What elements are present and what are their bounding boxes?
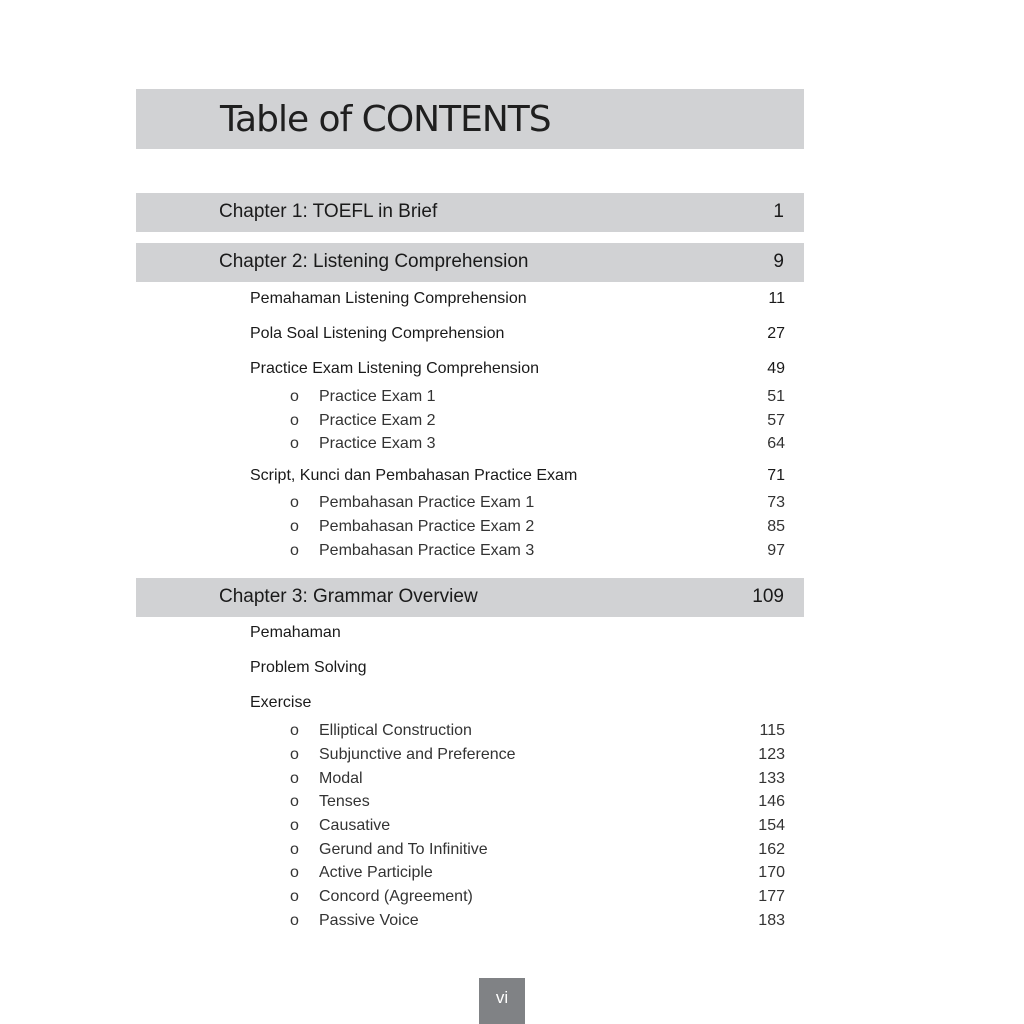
page-title: Table of CONTENTS [220, 99, 551, 140]
subitem-page: 133 [758, 770, 785, 787]
subitem-label: Passive Voice [319, 912, 419, 929]
bullet-icon: o [290, 435, 299, 452]
bullet-icon: o [290, 817, 299, 834]
subitem-label: Practice Exam 2 [319, 412, 436, 429]
toc-subitem[interactable] [290, 435, 785, 457]
subitem-page: 146 [758, 793, 785, 810]
subitem-label: Tenses [319, 793, 370, 810]
toc-chapter-3[interactable] [136, 578, 804, 617]
chapter-page: 109 [752, 586, 784, 607]
toc-subitem[interactable] [290, 722, 785, 744]
subitem-label: Subjunctive and Preference [319, 746, 516, 763]
subitem-page: 97 [767, 542, 785, 559]
subitem-page: 177 [758, 888, 785, 905]
section-label: Pemahaman [250, 624, 341, 641]
subitem-page: 154 [758, 817, 785, 834]
chapter-label: Chapter 1: TOEFL in Brief [219, 201, 438, 222]
toc-subitem[interactable] [290, 912, 785, 934]
toc-subitem[interactable] [290, 388, 785, 410]
toc-subitem[interactable] [290, 542, 785, 564]
section-label: Pemahaman Listening Comprehension [250, 290, 527, 307]
subitem-page: 123 [758, 746, 785, 763]
subitem-page: 115 [759, 722, 785, 739]
chapter-label: Chapter 2: Listening Comprehension [219, 251, 529, 272]
toc-subitem[interactable] [290, 817, 785, 839]
subitem-page: 57 [767, 412, 785, 429]
chapter-page: 9 [773, 251, 784, 272]
page-number: vi [479, 978, 525, 1024]
subitem-label: Pembahasan Practice Exam 1 [319, 494, 535, 511]
section-page: 11 [768, 290, 785, 307]
subitem-label: Active Participle [319, 864, 433, 881]
title-banner [136, 89, 804, 149]
subitem-label: Pembahasan Practice Exam 2 [319, 518, 535, 535]
section-page: 27 [767, 325, 785, 342]
toc-chapter-2[interactable] [136, 243, 804, 282]
toc-subitem[interactable] [290, 864, 785, 886]
bullet-icon: o [290, 542, 299, 559]
subitem-page: 183 [758, 912, 785, 929]
subitem-label: Concord (Agreement) [319, 888, 473, 905]
bullet-icon: o [290, 412, 299, 429]
subitem-label: Modal [319, 770, 363, 787]
subitem-label: Elliptical Construction [319, 722, 472, 739]
section-label: Exercise [250, 694, 312, 711]
bullet-icon: o [290, 864, 299, 881]
section-page: 49 [767, 360, 785, 377]
subitem-page: 73 [767, 494, 785, 511]
subitem-page: 51 [767, 388, 785, 405]
subitem-page: 85 [767, 518, 785, 535]
bullet-icon: o [290, 841, 299, 858]
subitem-label: Pembahasan Practice Exam 3 [319, 542, 535, 559]
toc-subitem[interactable] [290, 888, 785, 910]
section-label: Problem Solving [250, 659, 367, 676]
toc-subitem[interactable] [290, 793, 785, 815]
toc-section[interactable] [250, 624, 785, 646]
section-page: 71 [767, 467, 785, 484]
toc-subitem[interactable] [290, 494, 785, 516]
subitem-page: 64 [767, 435, 785, 452]
bullet-icon: o [290, 770, 299, 787]
bullet-icon: o [290, 746, 299, 763]
toc-section[interactable] [250, 659, 785, 681]
toc-section[interactable] [250, 325, 785, 347]
toc-section[interactable] [250, 467, 785, 489]
toc-subitem[interactable] [290, 412, 785, 434]
subitem-page: 162 [758, 841, 785, 858]
toc-subitem[interactable] [290, 770, 785, 792]
section-label: Pola Soal Listening Comprehension [250, 325, 505, 342]
chapter-page: 1 [773, 201, 784, 222]
subitem-label: Gerund and To Infinitive [319, 841, 488, 858]
subitem-label: Practice Exam 3 [319, 435, 436, 452]
subitem-label: Causative [319, 817, 391, 834]
subitem-page: 170 [758, 864, 785, 881]
toc-subitem[interactable] [290, 518, 785, 540]
toc-chapter-1[interactable] [136, 193, 804, 232]
bullet-icon: o [290, 494, 299, 511]
bullet-icon: o [290, 912, 299, 929]
section-label: Practice Exam Listening Comprehension [250, 360, 540, 377]
section-label: Script, Kunci dan Pembahasan Practice Exam [250, 467, 578, 484]
chapter-label: Chapter 3: Grammar Overview [219, 586, 478, 607]
toc-subitem[interactable] [290, 841, 785, 863]
toc-section[interactable] [250, 290, 785, 312]
subitem-label: Practice Exam 1 [319, 388, 436, 405]
toc-subitem[interactable] [290, 746, 785, 768]
toc-section[interactable] [250, 694, 785, 716]
bullet-icon: o [290, 518, 299, 535]
bullet-icon: o [290, 388, 299, 405]
toc-section[interactable] [250, 360, 785, 382]
bullet-icon: o [290, 793, 299, 810]
bullet-icon: o [290, 722, 299, 739]
bullet-icon: o [290, 888, 299, 905]
